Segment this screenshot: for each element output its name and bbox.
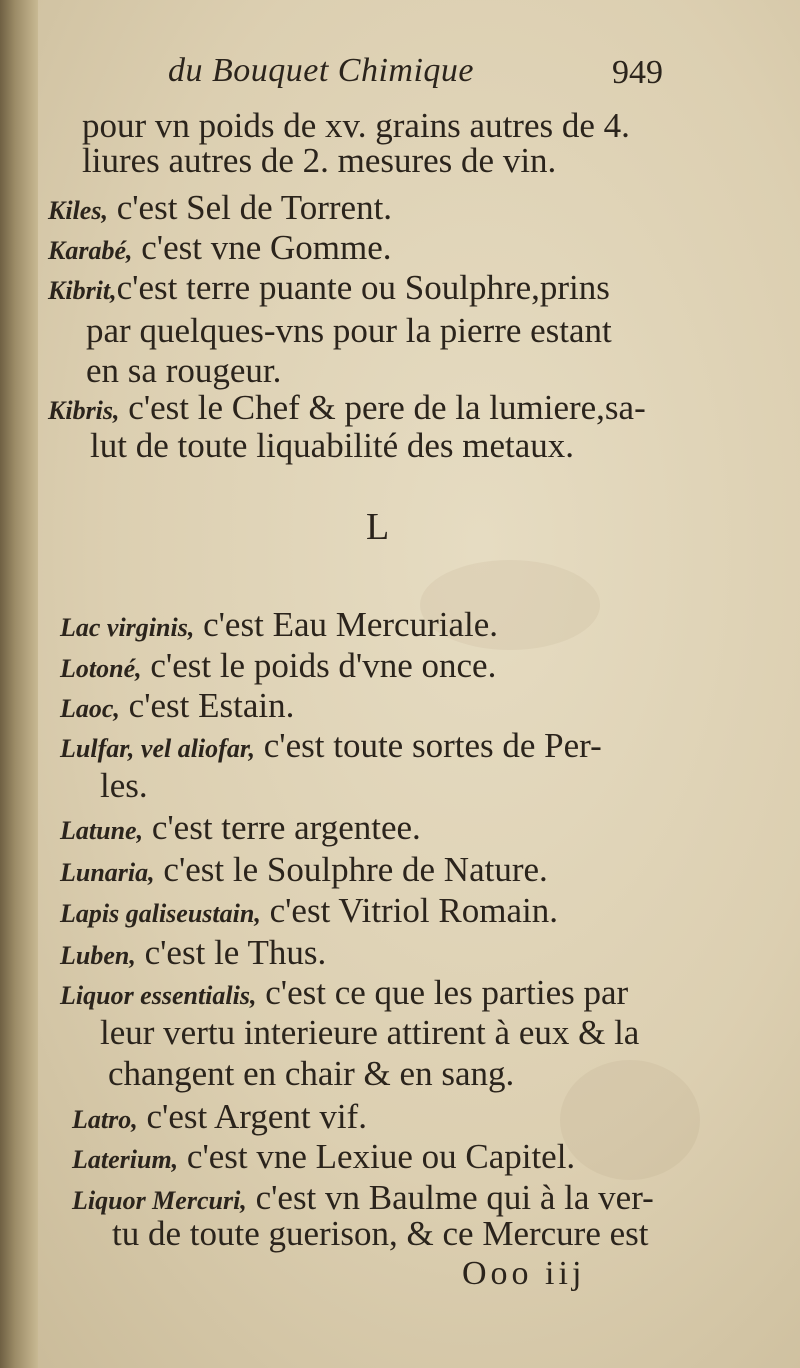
text-line <box>112 1216 648 1251</box>
entry-term: Kibrit, <box>48 276 117 305</box>
glossary-entry <box>60 607 498 642</box>
entry-definition: c'est ce que les parties par <box>256 973 629 1012</box>
entry-definition: c'est Sel de Torrent. <box>107 188 393 227</box>
text-line <box>82 143 556 178</box>
page-number: 949 <box>612 54 663 91</box>
glossary-entry <box>48 190 392 225</box>
glossary-entry <box>60 975 628 1010</box>
entry-term: Kiles, <box>48 196 108 225</box>
line-text: liures autres de 2. mesures de vin. <box>82 141 557 180</box>
entry-term: Karabé, <box>48 236 133 265</box>
line-text: tu de toute guerison, & ce Mercure est <box>112 1214 649 1253</box>
entry-definition: c'est toute sortes de Per- <box>255 726 602 765</box>
text-line <box>100 1015 639 1050</box>
signature-mark: Ooo iij <box>462 1255 586 1292</box>
entry-definition: c'est le poids d'vne once. <box>141 646 497 685</box>
glossary-entry <box>60 852 548 887</box>
entry-definition: c'est vne Gomme. <box>132 228 392 267</box>
entry-definition: c'est Eau Mercuriale. <box>194 605 498 644</box>
glossary-entry <box>60 810 421 845</box>
glossary-entry <box>60 728 602 763</box>
text-line <box>100 768 148 803</box>
glossary-entry <box>72 1139 575 1174</box>
glossary-entry <box>48 390 646 425</box>
line-text: par quelques-vns pour la pierre estant <box>86 311 612 350</box>
glossary-entry <box>60 893 558 928</box>
text-line <box>108 1056 514 1091</box>
glossary-entry <box>60 935 326 970</box>
entry-term: Liquor essentialis, <box>60 981 257 1010</box>
entry-definition: c'est le Soulphre de Nature. <box>154 850 548 889</box>
entry-term: Laoc, <box>60 694 120 723</box>
entry-definition: c'est vne Lexiue ou Capitel. <box>178 1137 576 1176</box>
entry-term: Liquor Mercuri, <box>72 1186 247 1215</box>
glossary-entry <box>48 230 392 265</box>
entry-term: Latune, <box>60 816 144 845</box>
text-line <box>82 108 630 143</box>
line-text: les. <box>100 766 148 805</box>
line-text: en sa rougeur. <box>86 351 282 390</box>
line-text: pour vn poids de xv. grains autres de 4. <box>82 106 630 145</box>
entry-definition: c'est le Chef & pere de la lumiere,sa- <box>119 388 646 427</box>
entry-term: Lac virginis, <box>60 613 195 642</box>
entry-definition: c'est le Thus. <box>135 933 327 972</box>
entry-term: Lapis galiseustain, <box>60 899 261 928</box>
section-heading-letter: L <box>366 506 390 548</box>
entry-definition: c'est Estain. <box>119 686 295 725</box>
glossary-entry <box>48 270 610 305</box>
entry-definition: c'est Vitriol Romain. <box>260 891 558 930</box>
text-line <box>86 353 281 388</box>
glossary-entry <box>72 1180 654 1215</box>
text-line <box>90 428 574 463</box>
entry-term: Lunaria, <box>60 858 155 887</box>
line-text: changent en chair & en sang. <box>108 1054 515 1093</box>
entry-definition: c'est terre puante ou Soulphre,prins <box>116 268 610 307</box>
entry-definition: c'est terre argentee. <box>143 808 421 847</box>
text-line <box>86 313 612 348</box>
line-text: lut de toute liquabilité des metaux. <box>90 426 575 465</box>
entry-term: Latro, <box>72 1105 138 1134</box>
entry-term: Luben, <box>60 941 136 970</box>
entry-term: Kibris, <box>48 396 120 425</box>
entry-term: Lulfar, vel aliofar, <box>60 734 255 763</box>
entry-term: Laterium, <box>72 1145 179 1174</box>
line-text: leur vertu interieure attirent à eux & la <box>100 1013 640 1052</box>
glossary-entry <box>60 688 294 723</box>
entry-definition: c'est vn Baulme qui à la ver- <box>246 1178 654 1217</box>
glossary-entry <box>60 648 496 683</box>
entry-definition: c'est Argent vif. <box>137 1097 367 1136</box>
glossary-entry <box>72 1099 367 1134</box>
running-title: du Bouquet Chimique <box>168 52 475 89</box>
entry-term: Lotoné, <box>60 654 142 683</box>
